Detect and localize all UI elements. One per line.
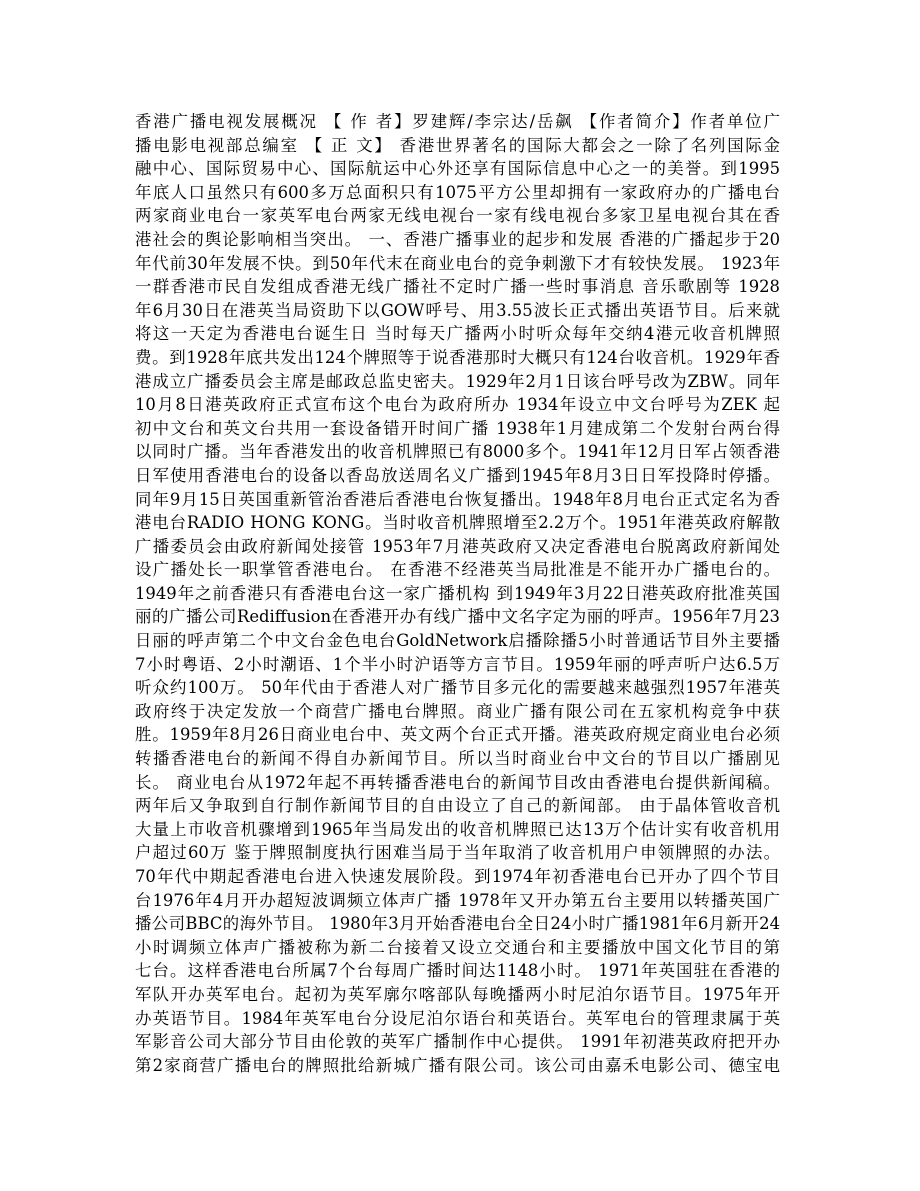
- text-line: 一群香港市民自发组成香港无线广播社不定时广播一些时事消息 音乐歌剧等 1928: [135, 277, 780, 297]
- text-line: 第2家商营广播电台的牌照批给新城广播有限公司。该公司由嘉禾电影公司、德宝电: [135, 1055, 780, 1075]
- text-line: 年代前30年发展不快。到50年代末在商业电台的竞争刺激下才有较快发展。 1923年: [135, 253, 780, 273]
- text-line: 年底人口虽然只有600多万总面积只有1075平方公里却拥有一家政府办的广播电台: [135, 182, 780, 202]
- text-line: 同年9月15日英国重新管治香港后香港电台恢复播出。1948年8月电台正式定名为香: [135, 489, 780, 509]
- text-line: 设广播处长一职掌管香港电台。 在香港不经港英当局批准是不能开办广播电台的。: [135, 560, 780, 580]
- text-line: 日军使用香港电台的设备以香岛放送周名义广播到1945年8月3日日军投降时停播。: [135, 465, 780, 485]
- text-line: 年6月30日在港英当局资助下以GOW呼号、用3.55波长正式播出英语节目。后来就: [135, 300, 780, 320]
- text-line: 日丽的呼声第二个中文台金色电台GoldNetwork启播除播5小时普通话节目外主要播: [135, 631, 780, 651]
- text-line: 10月8日港英政府正式宣布这个电台为政府所办 1934年设立中文台呼号为ZEK 起: [135, 395, 780, 415]
- text-line: 1949年之前香港只有香港电台这一家广播机构 到1949年3月22日港英政府批准英国: [135, 583, 780, 603]
- text-line: 播电影电视部总编室 【 正 文】 香港世界著名的国际大都会之一除了名列国际金: [135, 135, 780, 155]
- text-line: 广播委员会由政府新闻处接管 1953年7月港英政府又决定香港电台脱离政府新闻处: [135, 536, 780, 556]
- text-line: 两家商业电台一家英军电台两家无线电视台一家有线电视台多家卫星电视台其在香: [135, 206, 780, 226]
- text-line: 丽的广播公司Rediffusion在香港开办有线广播中文名字定为丽的呼声。1956年7月23: [135, 607, 780, 627]
- text-line: 融中心、国际贸易中心、国际航运中心外还享有国际信息中心之一的美誉。到1995: [135, 159, 780, 179]
- text-line: 港社会的舆论影响相当突出。 一、香港广播事业的起步和发展 香港的广播起步于20: [135, 229, 780, 249]
- text-line: 将这一天定为香港电台诞生日 当时每天广播两小时听众每年交纳4港元收音机牌照: [135, 324, 780, 344]
- text-line: 军影音公司大部分节目由伦敦的英军广播制作中心提供。 1991年初港英政府把开办: [135, 1032, 780, 1052]
- text-line: 港电台RADIO HONG KONG。当时收音机牌照增至2.2万个。1951年港英政府解散: [135, 513, 780, 533]
- article-body: [135, 110, 780, 1077]
- text-line: 播公司BBC的海外节目。 1980年3月开始香港电台全日24小时广播1981年6月新开24: [135, 914, 780, 934]
- text-line: 政府终于决定发放一个商营广播电台牌照。商业广播有限公司在五家机构竞争中获: [135, 701, 780, 721]
- text-line: 费。到1928年底共发出124个牌照等于说香港那时大概只有124台收音机。1929年香: [135, 347, 780, 367]
- text-line: 长。 商业电台从1972年起不再转播香港电台的新闻节目改由香港电台提供新闻稿。: [135, 772, 780, 792]
- text-line: 台1976年4月开办超短波调频立体声广播 1978年又开办第五台主要用以转播英国广: [135, 890, 780, 910]
- text-line: 初中文台和英文台共用一套设备错开时间广播 1938年1月建成第二个发射台两台得: [135, 418, 780, 438]
- text-line: 港成立广播委员会主席是邮政总监史密夫。1929年2月1日该台呼号改为ZBW。同年: [135, 371, 780, 391]
- text-line: 小时调频立体声广播被称为新二台接着又设立交通台和主要播放中国文化节目的第: [135, 937, 780, 957]
- text-line: 香港广播电视发展概况 【 作 者】罗建辉/李宗达/岳飙 【作者简介】作者单位广: [135, 112, 780, 131]
- text-line: 听众约100万。 50年代由于香港人对广播节目多元化的需要越来越强烈1957年港英: [135, 678, 780, 698]
- text-line: 以同时广播。当年香港发出的收音机牌照已有8000多个。1941年12月日军占领香港: [135, 442, 780, 462]
- text-line: 胜。1959年8月26日商业电台中、英文两个台正式开播。港英政府规定商业电台必须: [135, 725, 780, 745]
- text-line: 七台。这样香港电台所属7个台每周广播时间达1148小时。 1971年英国驻在香港的: [135, 961, 780, 981]
- text-line: 转播香港电台的新闻不得自办新闻节目。所以当时商业台中文台的节目以广播剧见: [135, 749, 780, 769]
- text-line: 大量上市收音机骤增到1965年当局发出的收音机牌照已达13万个估计实有收音机用: [135, 819, 780, 839]
- text-line: 户超过60万 鉴于牌照制度执行困难当局于当年取消了收音机用户申领牌照的办法。: [135, 843, 780, 863]
- text-line: 70年代中期起香港电台进入快速发展阶段。到1974年初香港电台已开办了四个节目: [135, 867, 780, 886]
- text-line: 军队开办英军电台。起初为英军廓尔喀部队每晚播两小时尼泊尔语节目。1975年开: [135, 984, 780, 1004]
- text-line: 两年后又争取到自行制作新闻节目的自由设立了自己的新闻部。 由于晶体管收音机: [135, 796, 780, 816]
- text-line: 7小时粤语、2小时潮语、1个半小时沪语等方言节目。1959年丽的呼声听户达6.5万: [135, 654, 780, 674]
- text-line: 办英语节目。1984年英军电台分设尼泊尔语台和英语台。英军电台的管理隶属于英: [135, 1008, 780, 1028]
